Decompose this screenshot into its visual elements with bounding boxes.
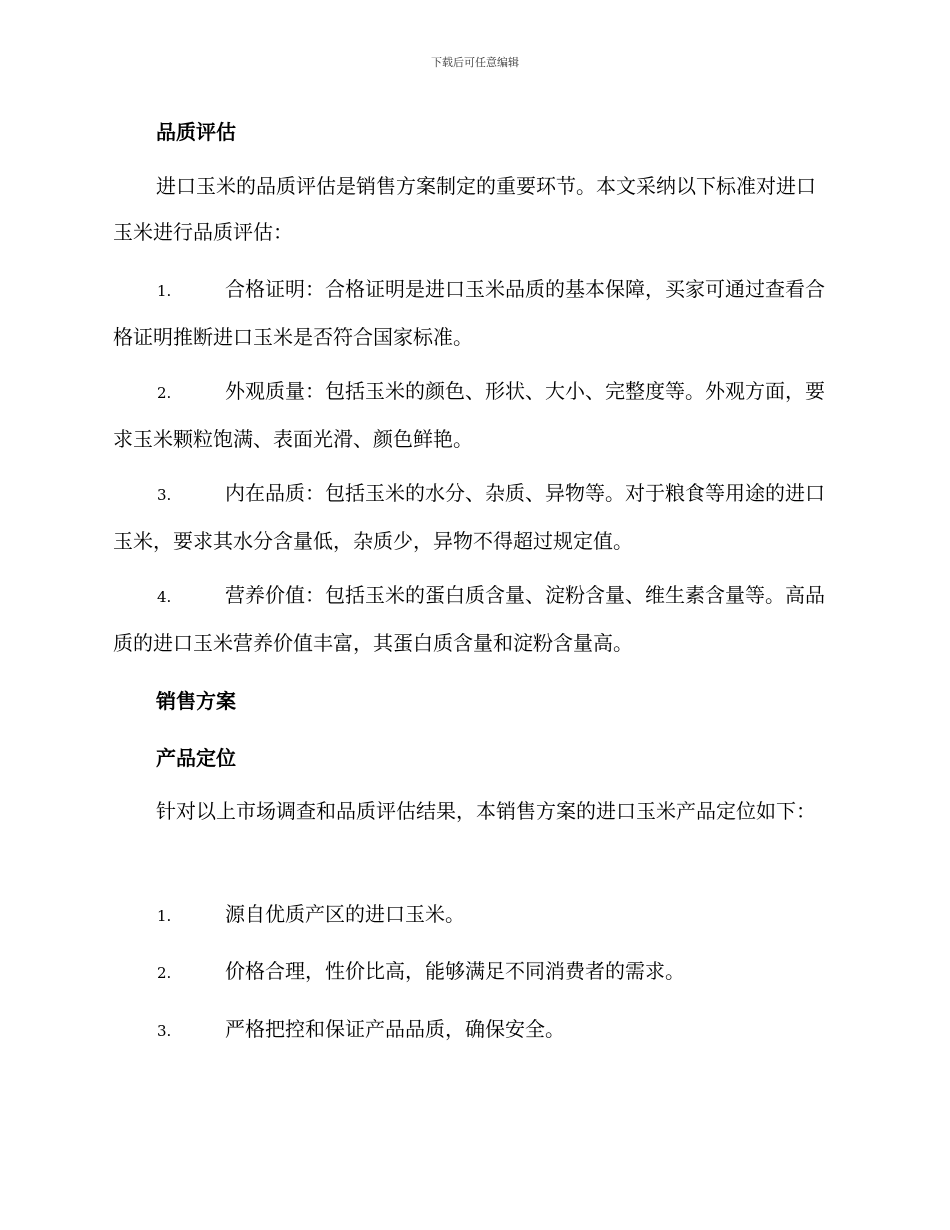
quality-list-item [113, 266, 835, 360]
quality-intro-text: 进口玉米的品质评估是销售方案制定的重要环节。本文采纳以下标准对进口玉米进行品质评估： [113, 174, 816, 244]
list-item-text: 内在品质：包括玉米的水分、杂质、异物等。对于粮食等用途的进口玉米，要求其水分含量低，杂质少，异物不得超过规定值。 [113, 481, 825, 553]
quality-list-item [113, 470, 835, 564]
list-number: 1. [157, 907, 172, 925]
list-number: 1. [157, 282, 172, 300]
list-number: 3. [157, 486, 172, 504]
list-number: 2. [157, 964, 172, 982]
list-item-text: 源自优质产区的进口玉米。 [225, 902, 465, 926]
list-item-text: 外观质量：包括玉米的颜色、形状、大小、完整度等。外观方面，要求玉米颗粒饱满、表面光滑、颜色鲜艳。 [113, 379, 825, 451]
list-number: 3. [157, 1022, 172, 1040]
list-item-text: 合格证明：合格证明是进口玉米品质的基本保障，买家可通过查看合格证明推断进口玉米是否符合国家标准。 [113, 277, 825, 349]
section-heading-sales: 销售方案 [156, 689, 236, 713]
quality-list-item [113, 572, 835, 666]
list-number: 4. [157, 588, 172, 606]
positioning-list-item [113, 948, 835, 996]
list-item-text: 严格把控和保证产品品质，确保安全。 [225, 1017, 565, 1041]
positioning-intro-paragraph [113, 788, 835, 834]
list-item-text: 价格合理，性价比高，能够满足不同消费者的需求。 [225, 959, 685, 983]
list-number: 2. [157, 384, 172, 402]
quality-intro-paragraph [113, 163, 835, 255]
positioning-list-item [113, 1006, 835, 1054]
page-header: 下载后可任意编辑 [431, 56, 519, 69]
positioning-intro-text: 针对以上市场调查和品质评估结果，本销售方案的进口玉米产品定位如下： [156, 799, 816, 823]
quality-list-item [113, 368, 835, 462]
section-heading-quality: 品质评估 [156, 120, 236, 144]
list-item-text: 营养价值：包括玉米的蛋白质含量、淀粉含量、维生素含量等。高品质的进口玉米营养价值丰富，其蛋白质含量和淀粉含量高。 [113, 583, 825, 655]
section-heading-positioning: 产品定位 [156, 746, 236, 770]
positioning-list-item [113, 891, 835, 939]
